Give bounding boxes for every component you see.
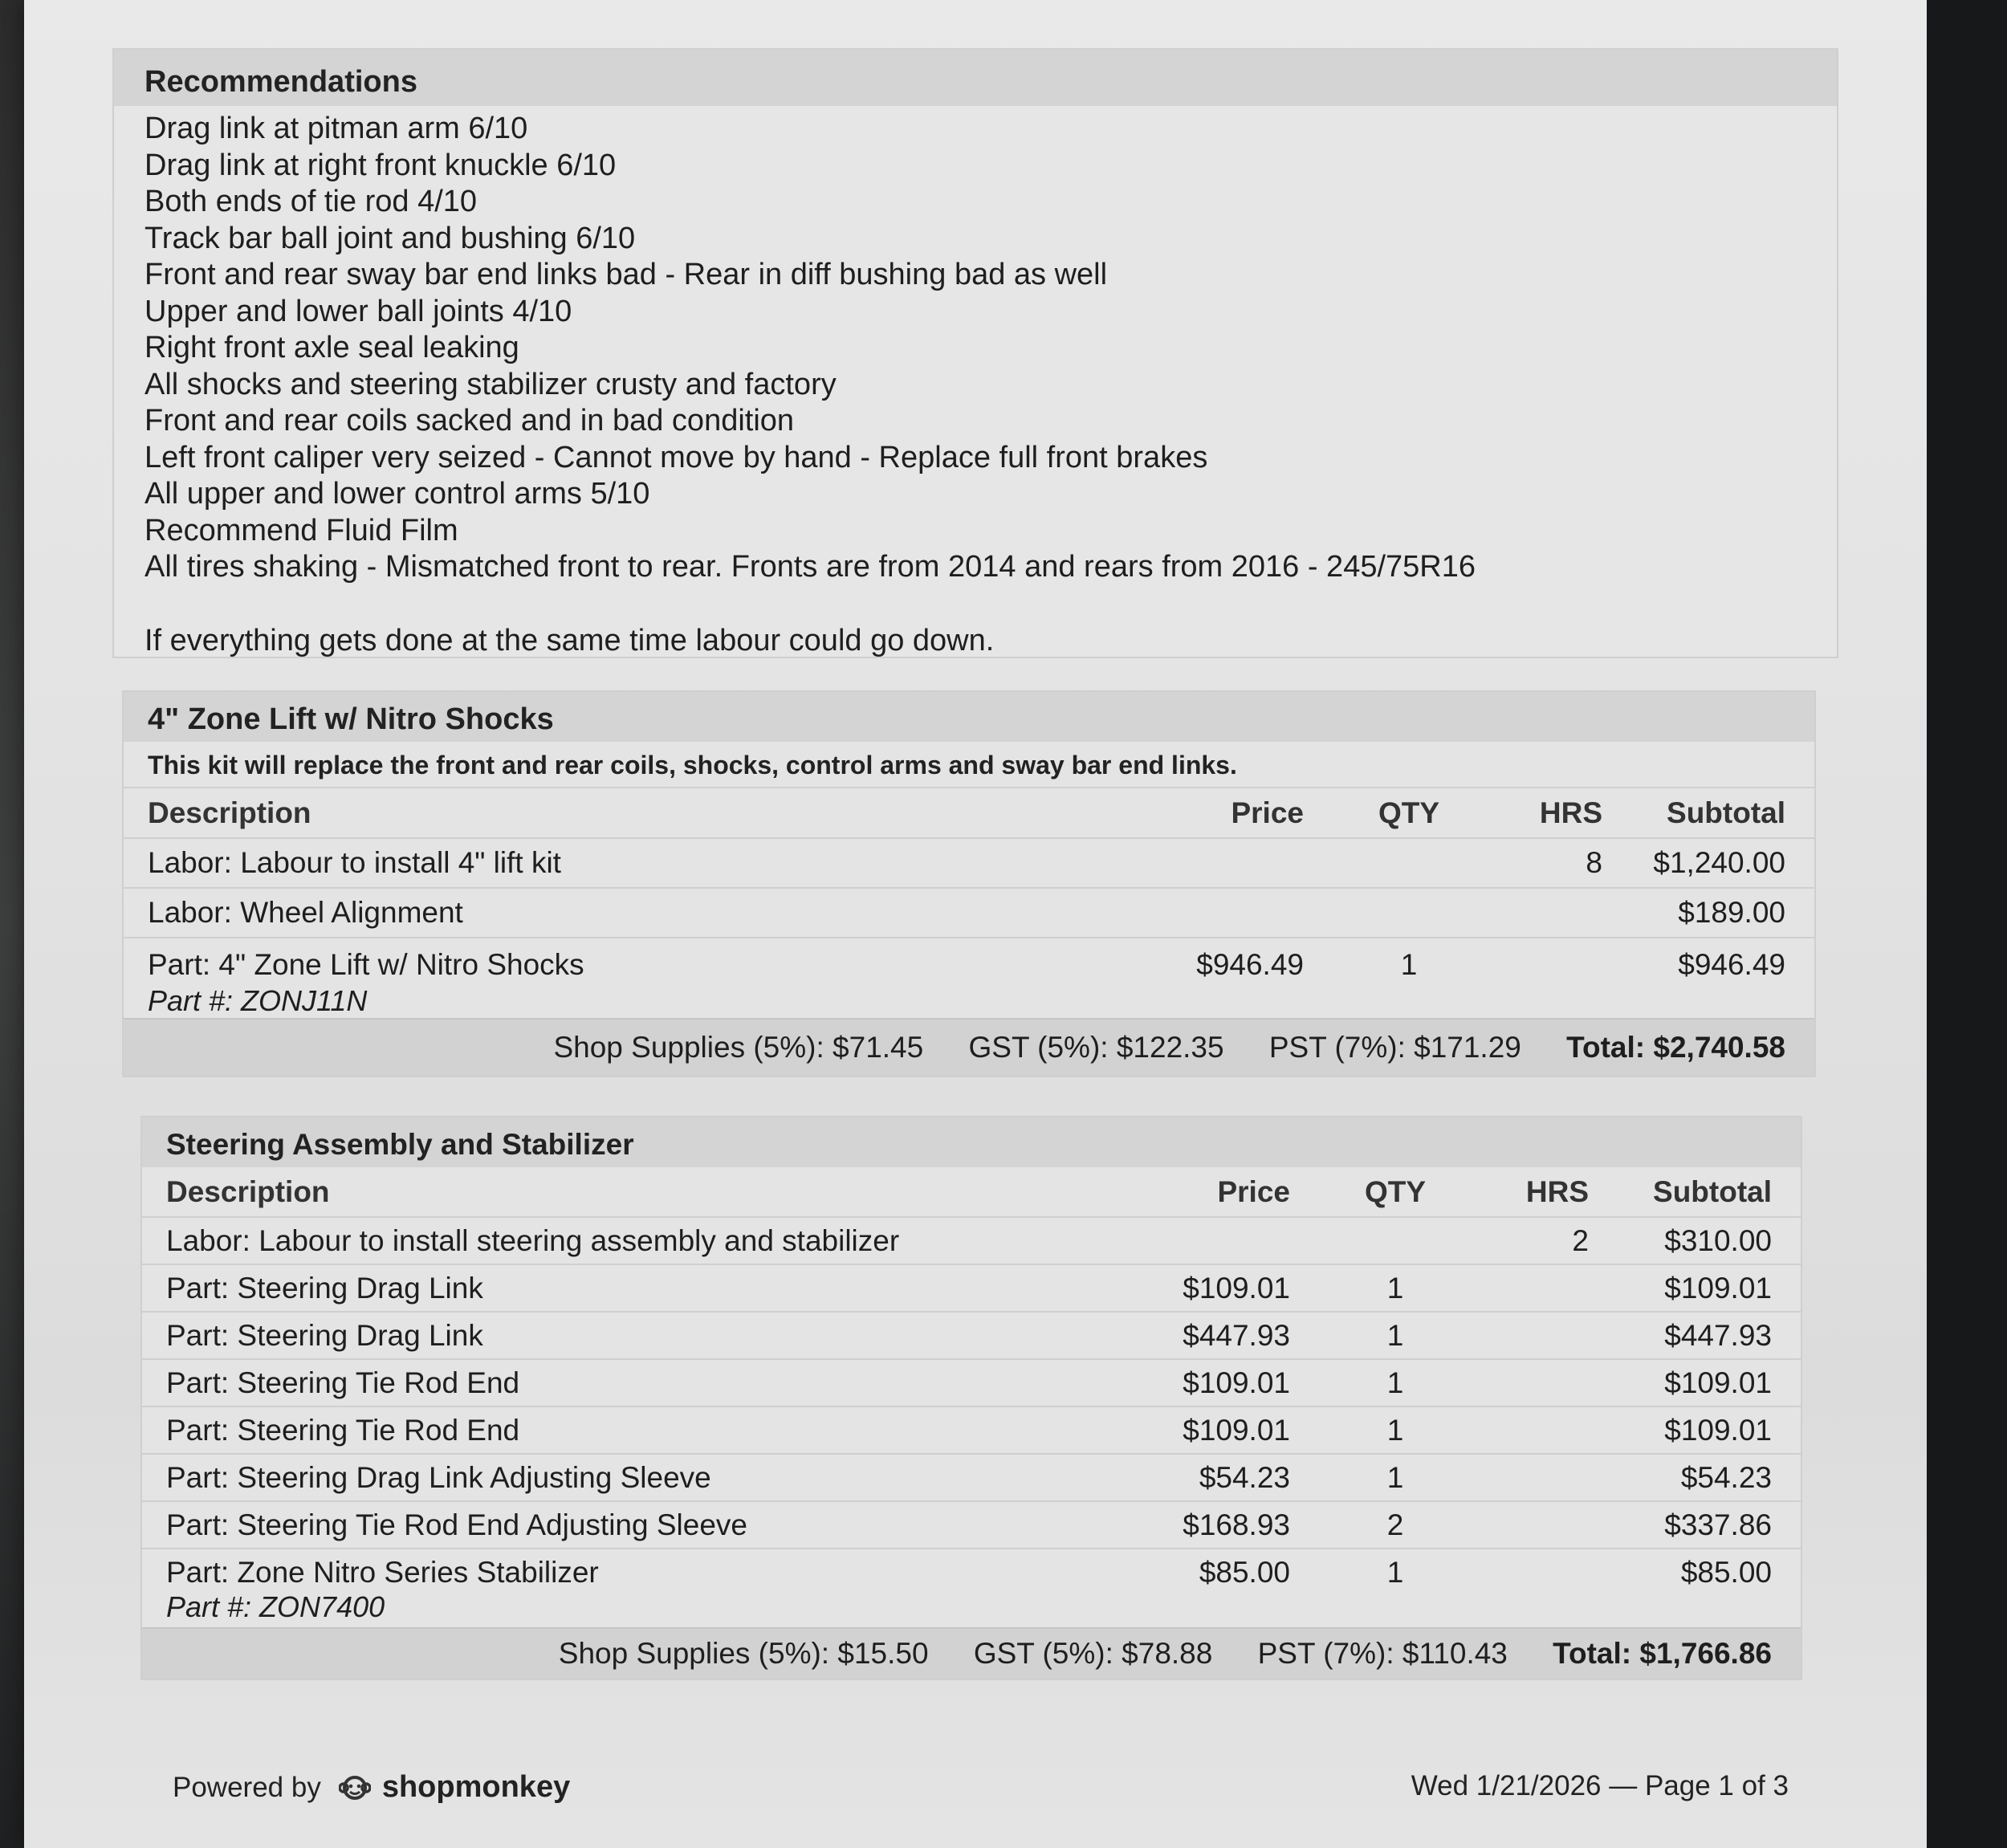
gst: GST (5%): $122.35 (968, 1031, 1224, 1064)
powered-by-label: Powered by (173, 1771, 321, 1803)
row-subtotal: $1,240.00 (1617, 838, 1814, 888)
row-qty: 1 (1319, 1359, 1492, 1406)
row-subtotal: $109.01 (1603, 1406, 1801, 1454)
row-hrs (1506, 888, 1617, 938)
row-qty (1319, 1217, 1492, 1264)
table-row (142, 1406, 1801, 1454)
row-hrs: 2 (1492, 1217, 1603, 1264)
table-row (142, 1454, 1801, 1501)
row-price: $168.93 (1113, 1501, 1319, 1549)
job-total: Total: $1,766.86 (1553, 1637, 1772, 1670)
col-description: Description (166, 1174, 330, 1208)
part-name: Part: 4" Zone Lift w/ Nitro Shocks (148, 948, 584, 981)
table-row (124, 888, 1814, 938)
col-qty: QTY (1378, 796, 1440, 829)
row-hrs (1492, 1549, 1603, 1627)
row-hrs: 8 (1506, 838, 1617, 888)
job-line-items-table (124, 788, 1814, 1018)
part-number: Part #: ZON7400 (166, 1590, 385, 1623)
row-description: Part: Steering Tie Rod End (142, 1359, 1113, 1406)
row-price: $109.01 (1113, 1406, 1319, 1454)
recommendation-item: Drag link at right front knuckle 6/10 (145, 148, 617, 182)
job-lift-kit (122, 690, 1816, 1077)
pst: PST (7%): $110.43 (1257, 1637, 1508, 1670)
powered-by-footer (173, 1770, 570, 1805)
job-title: Steering Assembly and Stabilizer (142, 1117, 1801, 1167)
job-line-items-table (142, 1167, 1801, 1627)
row-hrs (1492, 1454, 1603, 1501)
row-description: Part: Steering Drag Link (142, 1312, 1113, 1359)
pst: PST (7%): $171.29 (1268, 1031, 1521, 1064)
table-row (142, 1549, 1801, 1627)
job-totals-bar (142, 1627, 1801, 1679)
col-subtotal: Subtotal (1667, 796, 1785, 829)
row-hrs (1492, 1312, 1603, 1359)
row-subtotal: $310.00 (1603, 1217, 1801, 1264)
row-price: $447.93 (1113, 1312, 1319, 1359)
recommendation-item: Front and rear coils sacked and in bad condition (145, 404, 795, 438)
row-subtotal: $109.01 (1603, 1359, 1801, 1406)
row-description: Part: Steering Tie Rod End (142, 1406, 1113, 1454)
row-price: $85.00 (1113, 1549, 1319, 1627)
row-price (1127, 888, 1333, 938)
table-row (124, 838, 1814, 888)
gst: GST (5%): $78.88 (973, 1637, 1213, 1670)
recommendation-item: Track bar ball joint and bushing 6/10 (145, 221, 636, 255)
job-description: This kit will replace the front and rear coils, shocks, control arms and sway bar end links. (124, 742, 1814, 788)
row-price: $54.23 (1113, 1454, 1319, 1501)
col-price: Price (1217, 1174, 1290, 1208)
row-description: Labor: Labour to install 4" lift kit (124, 838, 1127, 888)
row-subtotal: $54.23 (1603, 1454, 1801, 1501)
row-description: Part: Steering Drag Link (142, 1264, 1113, 1312)
table-header-row (142, 1167, 1801, 1217)
monkey-logo-icon (339, 1772, 371, 1804)
table-row (142, 1312, 1801, 1359)
row-subtotal: $337.86 (1603, 1501, 1801, 1549)
job-steering (140, 1116, 1802, 1680)
table-row (142, 1359, 1801, 1406)
table-row (142, 1264, 1801, 1312)
recommendation-item: Front and rear sway bar end links bad - Rear in diff bushing bad as well (145, 258, 1108, 291)
col-hrs: HRS (1539, 796, 1602, 829)
part-number: Part #: ZONJ11N (148, 984, 368, 1017)
recommendation-note: If everything gets done at the same time labour could go down. (145, 623, 995, 657)
recommendation-item: All upper and lower control arms 5/10 (145, 477, 650, 511)
row-qty (1333, 838, 1506, 888)
table-row (142, 1217, 1801, 1264)
row-qty: 1 (1319, 1406, 1492, 1454)
row-description: Part: Steering Drag Link Adjusting Sleeve (142, 1454, 1113, 1501)
row-description: Part: Steering Tie Rod End Adjusting Sleeve (142, 1501, 1113, 1549)
table-row (142, 1501, 1801, 1549)
recommendations-title: Recommendations (114, 50, 1837, 106)
col-description: Description (148, 796, 311, 829)
recommendation-item: Left front caliper very seized - Cannot move by hand - Replace full front brakes (145, 440, 1208, 474)
recommendation-item: Recommend Fluid Film (145, 513, 458, 547)
row-qty: 1 (1319, 1312, 1492, 1359)
recommendations-section (112, 48, 1838, 658)
col-qty: QTY (1364, 1174, 1427, 1208)
row-description: Labor: Labour to install steering assembly and stabilizer (142, 1217, 1113, 1264)
row-subtotal: $85.00 (1603, 1549, 1801, 1627)
recommendation-item: Both ends of tie rod 4/10 (145, 185, 478, 218)
recommendations-list (114, 106, 1837, 659)
row-price: $946.49 (1127, 938, 1333, 1018)
row-qty: 1 (1319, 1549, 1492, 1627)
row-qty: 1 (1319, 1454, 1492, 1501)
job-title: 4" Zone Lift w/ Nitro Shocks (124, 692, 1814, 742)
row-description: Labor: Wheel Alignment (124, 888, 1127, 938)
recommendation-item: Upper and lower ball joints 4/10 (145, 294, 572, 328)
shop-supplies: Shop Supplies (5%): $15.50 (558, 1637, 929, 1670)
col-hrs: HRS (1525, 1174, 1589, 1208)
row-subtotal: $946.49 (1617, 938, 1814, 1018)
part-name: Part: Zone Nitro Series Stabilizer (166, 1556, 599, 1589)
row-hrs (1492, 1264, 1603, 1312)
background-left (0, 0, 24, 1848)
recommendation-item: All shocks and steering stabilizer crusty and factory (145, 367, 837, 401)
row-price: $109.01 (1113, 1359, 1319, 1406)
row-hrs (1492, 1406, 1603, 1454)
row-description (124, 938, 1127, 1018)
row-price: $109.01 (1113, 1264, 1319, 1312)
col-subtotal: Subtotal (1653, 1174, 1772, 1208)
col-price: Price (1231, 796, 1304, 829)
recommendation-item: All tires shaking - Mismatched front to rear. Fronts are from 2014 and rears from 2016 - 245/75R16 (145, 550, 1476, 584)
row-hrs (1492, 1501, 1603, 1549)
shop-supplies: Shop Supplies (5%): $71.45 (553, 1031, 924, 1064)
row-qty: 2 (1319, 1501, 1492, 1549)
table-header-row (124, 788, 1814, 838)
row-price (1127, 838, 1333, 888)
row-subtotal: $447.93 (1603, 1312, 1801, 1359)
row-subtotal: $109.01 (1603, 1264, 1801, 1312)
recommendation-item: Right front axle seal leaking (145, 331, 519, 364)
row-qty (1333, 888, 1506, 938)
page-info: Wed 1/21/2026 — Page 1 of 3 (1411, 1770, 1789, 1801)
recommendation-item: Drag link at pitman arm 6/10 (145, 112, 528, 145)
background-right (1927, 0, 2007, 1848)
job-total: Total: $2,740.58 (1566, 1031, 1785, 1064)
row-subtotal: $189.00 (1617, 888, 1814, 938)
row-hrs (1506, 938, 1617, 1018)
table-row (124, 938, 1814, 1018)
row-price (1113, 1217, 1319, 1264)
brand-name: shopmonkey (381, 1770, 571, 1804)
row-qty: 1 (1319, 1264, 1492, 1312)
row-description (142, 1549, 1113, 1627)
row-qty: 1 (1333, 938, 1506, 1018)
job-totals-bar (124, 1018, 1814, 1076)
row-hrs (1492, 1359, 1603, 1406)
